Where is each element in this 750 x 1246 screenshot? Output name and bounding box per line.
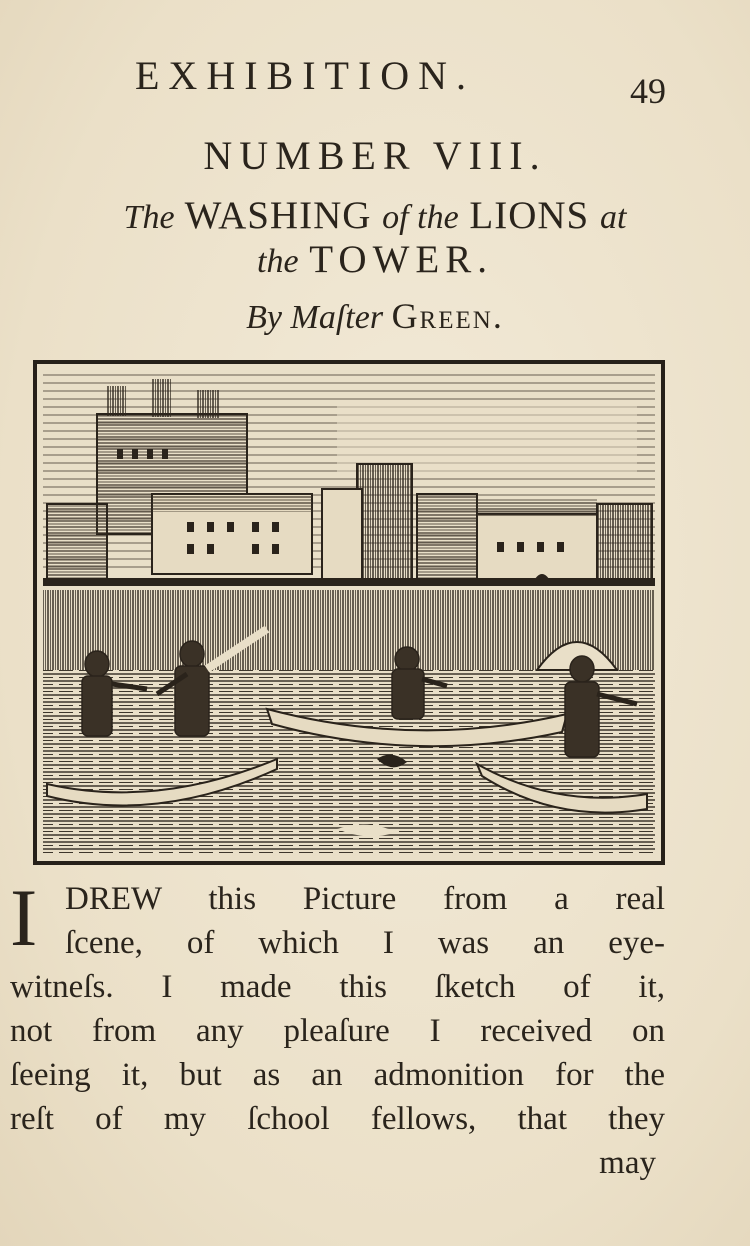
title-word-washing: WASHING (184, 194, 372, 237)
title-word-the-2: the (257, 243, 299, 280)
title-word-the: The (123, 199, 175, 236)
catchword: may (599, 1145, 656, 1181)
byline-master: Maſter (290, 299, 384, 336)
body-line-3: witneſs. I made this ſketch of it, (10, 969, 665, 1005)
woodcut-illustration (33, 360, 665, 865)
body-line-5: ſeeing it, but as an admonition for the (10, 1057, 665, 1093)
title-word-lions: LIONS (469, 194, 590, 237)
running-head (0, 52, 750, 111)
page-number: 49 (630, 71, 666, 111)
body-line-4: not from any pleaſure I received on (10, 1013, 665, 1049)
body-line-6: reſt of my ſchool fellows, that they (10, 1101, 665, 1137)
running-title: EXHIBITION. (135, 53, 476, 98)
title-word-of-the: of the (382, 199, 459, 236)
title-word-tower: TOWER. (309, 238, 493, 281)
title-word-at: at (600, 199, 627, 236)
section-title-line-1 (0, 193, 750, 238)
byline-name: Green. (391, 296, 504, 336)
section-title-line-2 (0, 237, 750, 282)
woodcut-image (37, 364, 661, 861)
section-number: NUMBER VIII. (203, 133, 547, 178)
body-line-1: DREW this Picture from a real (65, 881, 665, 917)
byline-by: By (246, 299, 283, 336)
drop-cap: I (10, 872, 38, 963)
byline (0, 295, 750, 337)
body-line-2: ſcene, of which I was an eye- (65, 925, 665, 961)
